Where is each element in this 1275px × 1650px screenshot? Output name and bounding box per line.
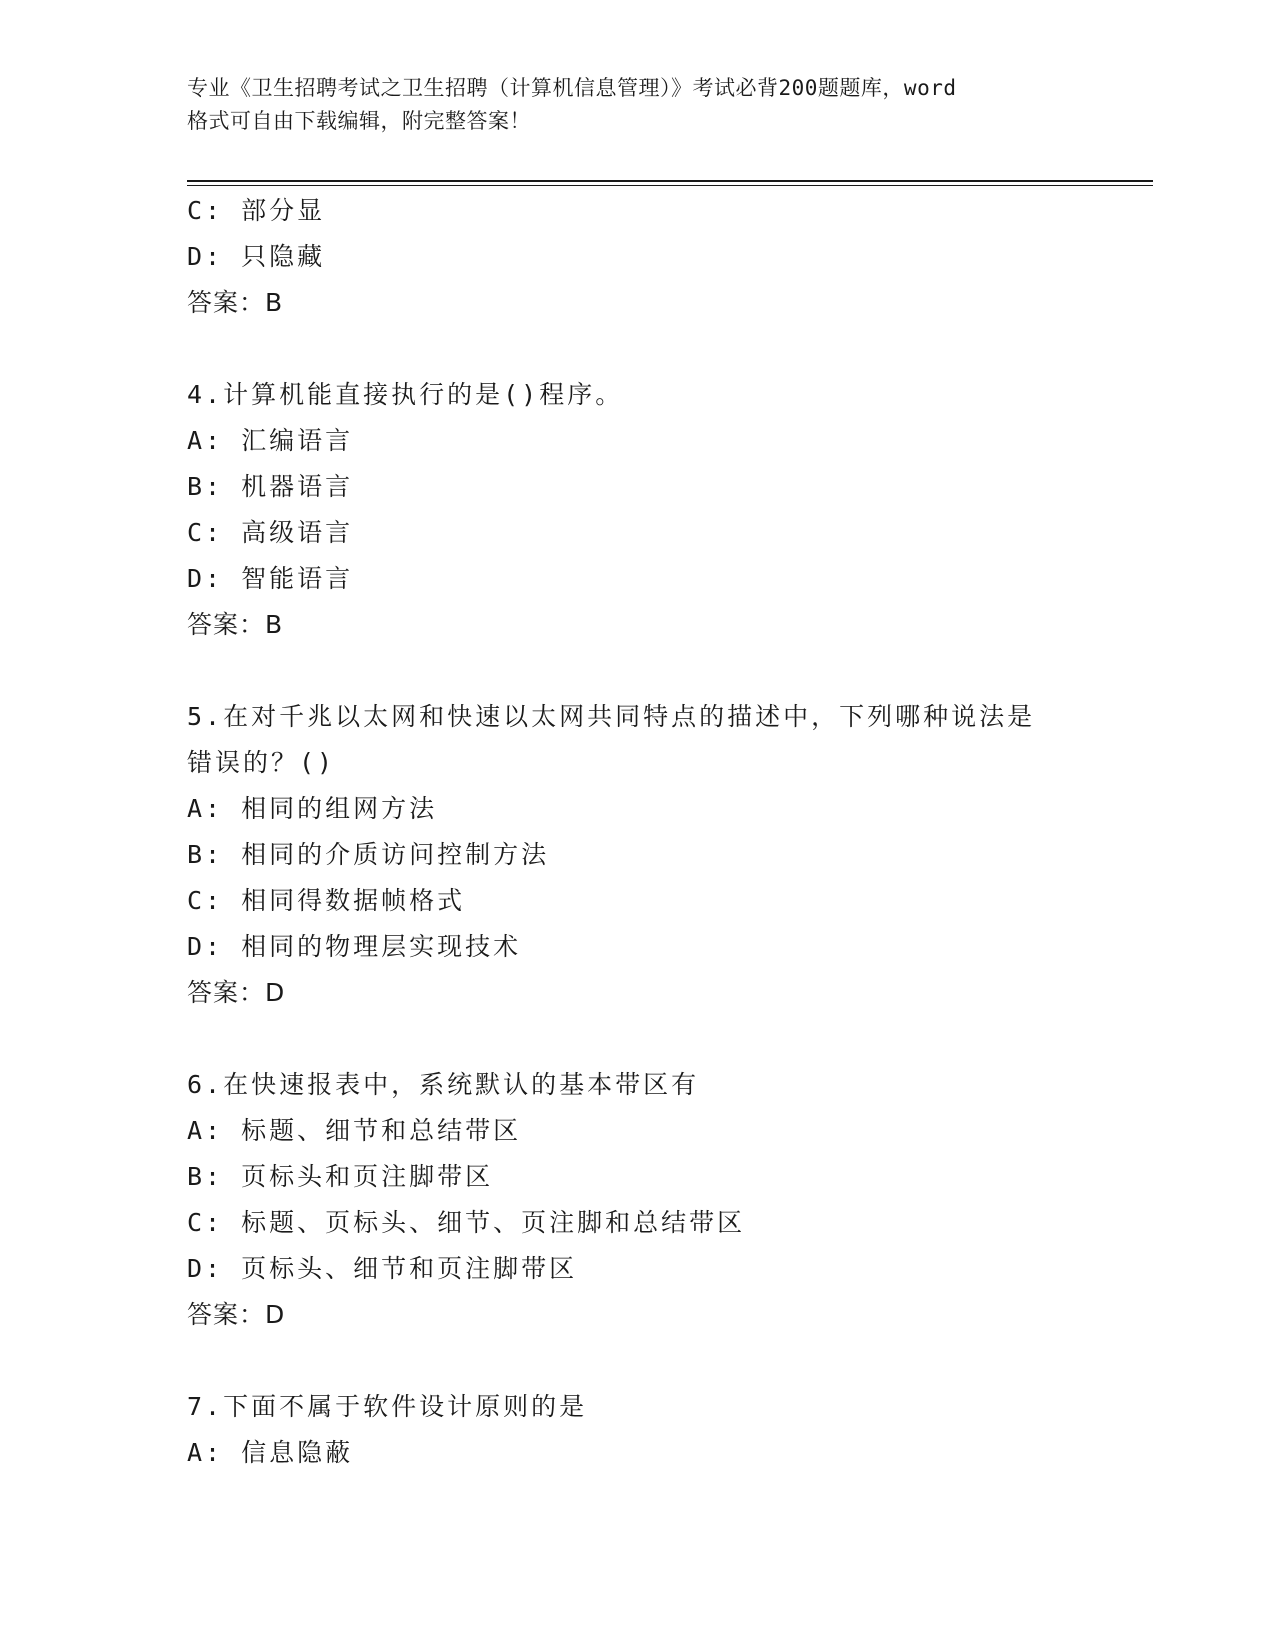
question-block-7 [187,1384,1107,1476]
option-a: A: 信息隐蔽 [187,1438,354,1467]
answer-text: 答案：B [187,610,284,639]
option-a: A: 相同的组网方法 [187,794,438,823]
question-block-4 [187,372,1107,648]
question-text: 7.下面不属于软件设计原则的是 [187,1392,588,1421]
question-block-3 [187,188,1107,326]
option-b: B: 页标头和页注脚带区 [187,1162,494,1191]
option-d: D: 智能语言 [187,564,354,593]
option-c: C: 高级语言 [187,518,354,547]
question-list [187,188,1107,1476]
option-c: C: 相同得数据帧格式 [187,886,466,915]
option-b: B: 机器语言 [187,472,354,501]
header-title-line-2: 格式可自由下载编辑，附完整答案！ [187,109,531,133]
header-divider-thick [187,180,1153,182]
option-d: D: 只隐藏 [187,242,326,271]
header-divider-thin [187,185,1153,186]
question-text: 6.在快速报表中，系统默认的基本带区有 [187,1070,700,1099]
option-d: D: 页标头、细节和页注脚带区 [187,1254,578,1283]
option-a: A: 标题、细节和总结带区 [187,1116,522,1145]
option-b: B: 相同的介质访问控制方法 [187,840,550,869]
question-text-line-1: 5.在对千兆以太网和快速以太网共同特点的描述中，下列哪种说法是 [187,702,1036,731]
question-block-6 [187,1062,1107,1338]
answer-text: 答案：D [187,978,286,1007]
header-title-line-1: 专业《卫生招聘考试之卫生招聘（计算机信息管理）》考试必背200题题库，word [187,76,957,100]
answer-text: 答案：D [187,1300,286,1329]
option-a: A: 汇编语言 [187,426,354,455]
answer-text: 答案：B [187,288,284,317]
document-header [187,72,1087,138]
option-d: D: 相同的物理层实现技术 [187,932,522,961]
question-block-5 [187,694,1107,1016]
option-c: C: 标题、页标头、细节、页注脚和总结带区 [187,1208,746,1237]
question-text-line-2: 错误的？() [187,748,336,777]
option-c: C: 部分显 [187,196,326,225]
question-text: 4.计算机能直接执行的是()程序。 [187,380,624,409]
